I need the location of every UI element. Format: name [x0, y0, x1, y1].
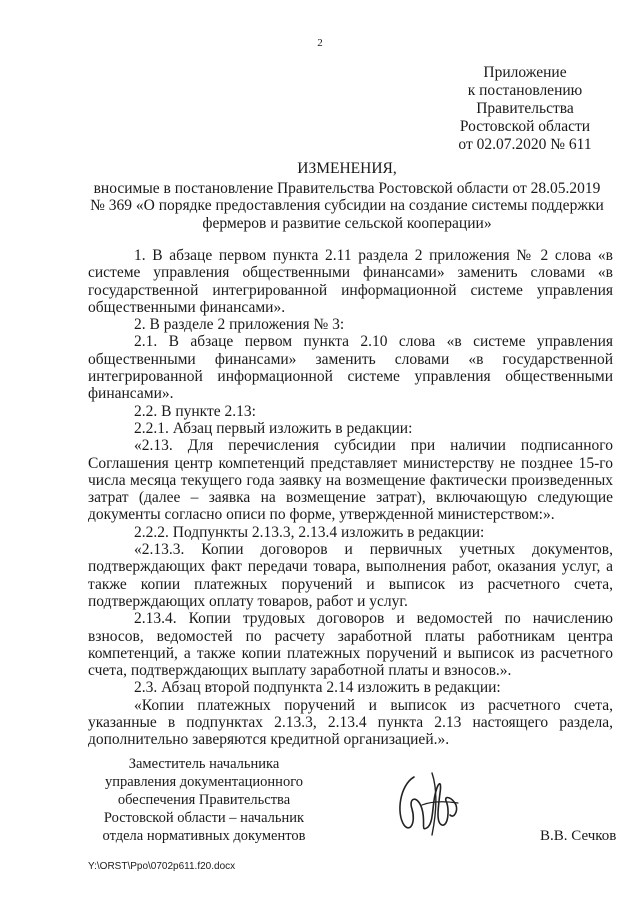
file-path: Y:\ORST\Ppo\0702p611.f20.docx — [88, 861, 236, 872]
appendix-line: Правительства — [476, 100, 574, 117]
appendix-header — [430, 64, 620, 154]
title-subtitle: вносимые в постановление Правительства Ростовской области от 28.05.2019 № 369 «О порядке предоставления субсидии на создание системы поддержки фермеров и развитие сельской кооперации» — [90, 179, 604, 232]
document-body — [88, 247, 613, 749]
paragraph: 2.2.2. Подпункты 2.13.3, 2.13.4 изложить в редакции: — [134, 523, 485, 541]
title-heading: ИЗМЕНЕНИЯ, — [297, 160, 397, 177]
paragraph: 2.13.4. Копии трудовых договоров и ведомостей по начислению взносов, ведомостей по расчету заработной платы работникам центра компетенций, а также копии платежных поручений и выписок из расчетного счета, подтверждающих выплату заработной платы и взносов.». — [88, 610, 613, 680]
appendix-line: от 02.07.2020 № 611 — [458, 136, 592, 153]
page-number: 2 — [317, 37, 323, 49]
paragraph: 2.1. В абзаце первом пункта 2.10 слова «в системе управления общественными финансами» заменить словами «в государственной интегрированной информационной системе управления общественными финансами». — [88, 333, 613, 403]
appendix-line: к постановлению — [467, 82, 583, 99]
handwritten-signature — [392, 765, 472, 840]
signer-position-line: Заместитель начальника — [128, 756, 280, 772]
paragraph: 2. В разделе 2 приложения № 3: — [134, 316, 345, 334]
signer-position-line: управления документационного — [104, 774, 304, 790]
signer-position — [88, 755, 320, 845]
paragraph: 2.2.1. Абзац первый изложить в редакции: — [134, 419, 413, 437]
paragraph: 2.3. Абзац второй подпункта 2.14 изложить в редакции: — [134, 679, 501, 697]
signer-position-line: обеспечения Правительства — [117, 792, 291, 808]
appendix-line: Приложение — [483, 64, 567, 81]
paragraph: «2.13.3. Копии договоров и первичных учетных документов, подтверждающих факт передачи товара, выполнения работ, оказания услуг, а также копии платежных поручений и выписок из расчетного счета, подтверждающих оплату товаров, работ и услуг. — [88, 541, 613, 610]
appendix-line: Ростовской области — [459, 118, 591, 135]
paragraph: «2.13. Для перечисления субсидии при наличии подписанного Соглашения центр компетенций представляет министерству не позднее 15-го числа месяца текущего года заявку на возмещение фактически произведенных затрат (далее – заявка на возмещение затрат), включающую следующие документы согласно описи по форме, утвержденной министерством:». — [88, 437, 613, 524]
paragraph: «Копии платежных поручений и выписок из расчетного счета, указанные в подпунктах 2.13.3, 2.13.4 пункта 2.13 настоящего раздела, дополнительно заверяются кредитной организацией.». — [88, 696, 613, 749]
signer-position-line: отдела нормативных документов — [102, 828, 306, 844]
paragraph: 2.2. В пункте 2.13: — [134, 402, 256, 420]
paragraph: 1. В абзаце первом пункта 2.11 раздела 2 приложения № 2 слова «в системе управления общественными финансами» заменить словами «в государственной интегрированной информационной системе управления общественными финансами». — [88, 247, 613, 316]
signer-position-line: Ростовской области – начальник — [103, 810, 305, 826]
signer-name: В.В. Сечков — [540, 828, 617, 844]
document-title — [88, 160, 606, 232]
